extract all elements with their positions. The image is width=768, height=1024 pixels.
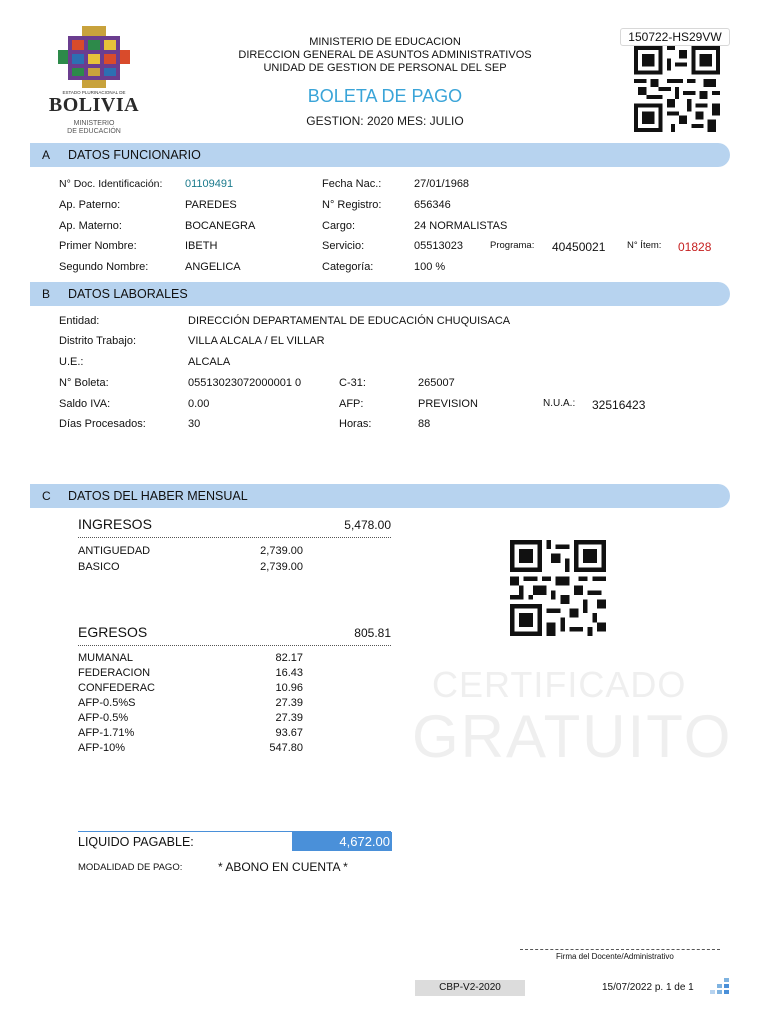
egresos-heading: EGRESOS [78, 624, 148, 640]
distrito-value: VILLA ALCALA / EL VILLAR [188, 335, 325, 347]
nua-value: 32516423 [592, 398, 646, 412]
egreso-item-amount: 27.39 [275, 712, 303, 724]
version-code: CBP-V2-2020 [415, 980, 525, 996]
header-line-3: UNIDAD DE GESTION DE PERSONAL DEL SEP [263, 62, 507, 74]
saldo-iva-label: Saldo IVA: [59, 398, 111, 410]
ue-value: ALCALA [188, 356, 231, 368]
c31-value: 265007 [418, 377, 455, 389]
section-c-header [30, 484, 730, 508]
cargo-value: 24 NORMALISTAS [414, 220, 508, 232]
dias-value: 30 [188, 418, 201, 430]
egreso-item-name: AFP-0.5% [78, 712, 129, 724]
egresos-divider [78, 645, 391, 646]
registro-label: N° Registro: [322, 199, 382, 211]
paterno-value: PAREDES [185, 199, 237, 211]
fecha-label: Fecha Nac.: [322, 178, 382, 190]
materno-value: BOCANEGRA [185, 220, 256, 232]
egreso-item-name: AFP-0.5%S [78, 697, 136, 709]
entidad-label: Entidad: [59, 315, 100, 327]
header-line-2: DIRECCION GENERAL DE ASUNTOS ADMINISTRATIVOS [238, 49, 532, 61]
egreso-item-name: AFP-1.71% [78, 727, 135, 739]
categoria-value: 100 % [414, 261, 446, 273]
egreso-item-amount: 93.67 [275, 727, 303, 739]
item-label: N° Ítem: [627, 240, 662, 251]
section-b-letter: B [42, 287, 51, 301]
paterno-label: Ap. Paterno: [59, 199, 121, 211]
egreso-item-name: MUMANAL [78, 652, 134, 664]
fecha-value: 27/01/1968 [414, 178, 470, 190]
cargo-label: Cargo: [322, 220, 356, 232]
egreso-item-name: FEDERACION [78, 667, 151, 679]
logo-squares-icon [710, 978, 730, 996]
primer-nombre-value: IBETH [185, 240, 218, 252]
segundo-nombre-value: ANGELICA [185, 261, 241, 273]
watermark-gratuito: GRATUITO [412, 703, 733, 770]
distrito-label: Distrito Trabajo: [59, 335, 137, 347]
ingreso-item-amount: 2,739.00 [260, 561, 303, 573]
servicio-label: Servicio: [322, 240, 365, 252]
boleta-label: N° Boleta: [59, 377, 109, 389]
egreso-item-amount: 547.80 [269, 742, 303, 754]
programa-value: 40450021 [552, 240, 606, 254]
egreso-item-name: CONFEDERAC [78, 682, 156, 694]
liquido-value: 4,672.00 [292, 832, 392, 851]
section-a-header [30, 143, 730, 167]
watermark-certificado: CERTIFICADO [432, 664, 687, 705]
qr-code-icon [510, 540, 606, 636]
section-c-letter: C [42, 489, 51, 503]
ue-label: U.E.: [59, 356, 84, 368]
section-a-letter: A [42, 148, 51, 162]
egreso-item-name: AFP-10% [78, 742, 126, 754]
egreso-item-amount: 82.17 [275, 652, 303, 664]
egresos-total: 805.81 [354, 626, 391, 640]
document-title: BOLETA DE PAGO [307, 86, 463, 106]
qr-code-icon [634, 46, 720, 132]
logo-bolivia-text: BOLIVIA [48, 94, 140, 116]
ingresos-heading: INGRESOS [78, 516, 152, 532]
primer-nombre-label: Primer Nombre: [59, 240, 137, 252]
egreso-item-amount: 27.39 [275, 697, 303, 709]
ingresos-divider [78, 537, 391, 538]
section-a-label: DATOS FUNCIONARIO [68, 148, 201, 162]
verification-code: 150722-HS29VW [620, 28, 730, 46]
c31-label: C-31: [339, 377, 366, 389]
section-b-header [30, 282, 730, 306]
entidad-value: DIRECCIÓN DEPARTAMENTAL DE EDUCACIÓN CHUQUISACA [188, 315, 511, 327]
section-c-label: DATOS DEL HABER MENSUAL [68, 489, 248, 503]
signature-line [520, 949, 720, 950]
dias-label: Días Procesados: [59, 418, 146, 430]
programa-label: Programa: [490, 240, 535, 251]
modalidad-value: * ABONO EN CUENTA * [218, 860, 348, 874]
item-value: 01828 [678, 240, 712, 254]
segundo-nombre-label: Segundo Nombre: [59, 261, 149, 273]
egreso-item-amount: 10.96 [275, 682, 303, 694]
signature-caption: Firma del Docente/Administrativo [556, 952, 674, 961]
servicio-value: 05513023 [414, 240, 463, 252]
ingreso-item-amount: 2,739.00 [260, 545, 303, 557]
afp-value: PREVISION [418, 398, 478, 410]
logo-small-text: ESTADO PLURINACIONAL DE [62, 90, 126, 95]
horas-value: 88 [418, 418, 431, 430]
liquido-label: LIQUIDO PAGABLE: [78, 835, 194, 849]
section-b-label: DATOS LABORALES [68, 287, 188, 301]
header-line-1: MINISTERIO DE EDUCACION [309, 36, 461, 48]
materno-label: Ap. Materno: [59, 220, 122, 232]
doc-label: N° Doc. Identificación: [59, 178, 163, 190]
modalidad-label: MODALIDAD DE PAGO: [78, 862, 183, 873]
logo-ministry-2: DE EDUCACIÓN [67, 128, 121, 135]
categoria-label: Categoría: [322, 261, 374, 273]
afp-label: AFP: [339, 398, 364, 410]
ingreso-item-name: BASICO [78, 561, 120, 573]
logo-ministry-1: MINISTERIO [73, 120, 115, 127]
gestion-text: GESTION: 2020 MES: JULIO [306, 114, 464, 128]
ingresos-total: 5,478.00 [344, 518, 391, 532]
ingreso-item-name: ANTIGUEDAD [78, 545, 151, 557]
horas-label: Horas: [339, 418, 372, 430]
saldo-iva-value: 0.00 [188, 398, 210, 410]
bolivia-logo [44, 26, 144, 136]
date-page: 15/07/2022 p. 1 de 1 [602, 982, 694, 993]
registro-value: 656346 [414, 199, 451, 211]
bolivia-coat-of-arms-icon [58, 26, 130, 88]
egreso-item-amount: 16.43 [275, 667, 303, 679]
nua-label: N.U.A.: [543, 398, 576, 409]
doc-value: 01109491 [185, 178, 234, 190]
boleta-value: 05513023072000001 0 [188, 377, 302, 389]
